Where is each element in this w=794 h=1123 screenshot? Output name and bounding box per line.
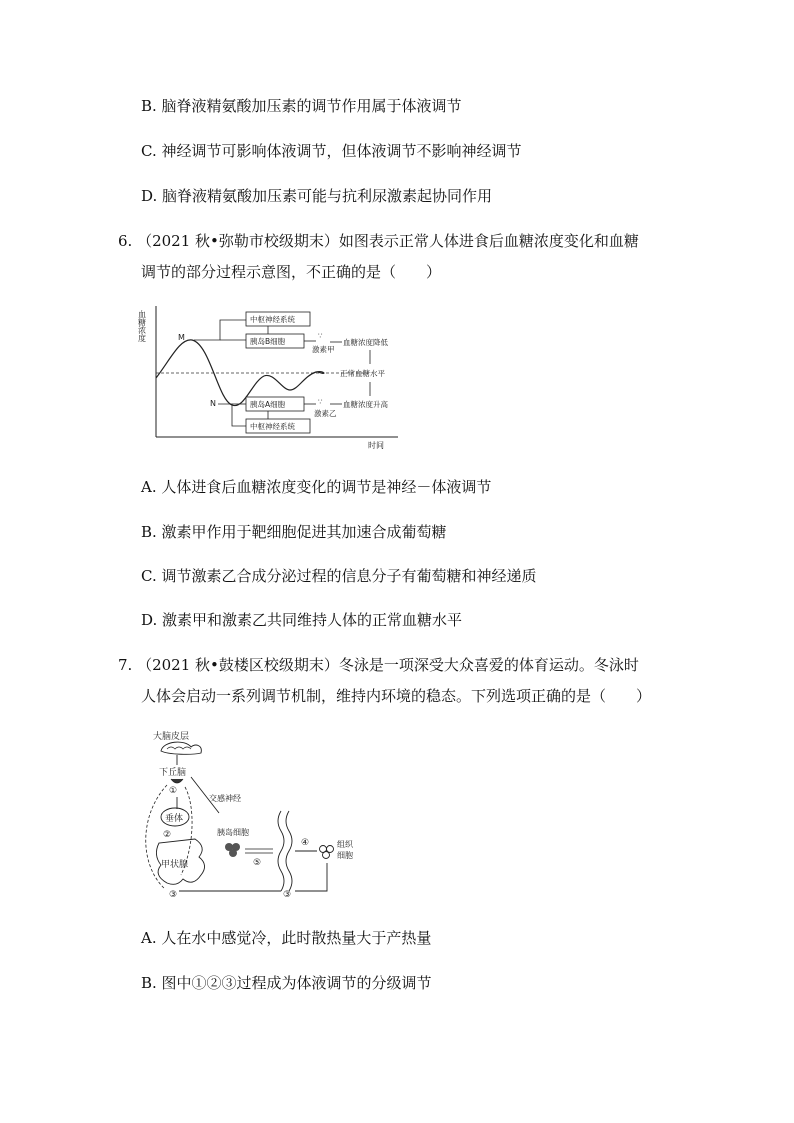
tissue-cell-3 [323, 852, 330, 859]
hormone-a-label: 激素甲 [312, 345, 335, 354]
num-3b: ③ [283, 890, 292, 900]
arrow-to-tissue [295, 863, 327, 891]
q6-option-c: C. 调节激素乙合成分泌过程的信息分子有葡萄糖和神经递质 [141, 567, 537, 585]
q6-stem-line1: 6. （2021 秋•弥勒市校级期末）如图表示正常人体进食后血糖浓度变化和血糖 [118, 232, 639, 250]
q5-option-b: B. 脑脊液精氨酸加压素的调节作用属于体液调节 [141, 97, 462, 115]
num-2: ② [163, 830, 172, 840]
lower-bracket [218, 404, 246, 426]
q7-stem-line1: 7. （2021 秋•鼓楼区校级期末）冬泳是一项深受大众喜爱的体育运动。冬泳时 [118, 656, 639, 674]
brain-icon [161, 742, 201, 754]
point-m: M [178, 333, 185, 342]
q7-option-a: A. 人在水中感觉冷，此时散热量大于产热量 [141, 929, 432, 947]
num-1: ① [169, 786, 178, 796]
q6-blood-glucose-diagram [137, 300, 420, 450]
hypothalamus-label: 下丘脑 [159, 768, 187, 778]
thyroid-label: 甲状腺 [161, 860, 189, 870]
dots-icon-b: ∵ [318, 398, 323, 406]
dots-icon-a: ∵ [318, 332, 323, 340]
brain-folds [167, 747, 191, 749]
upper-bracket [194, 320, 246, 340]
box-cns-bottom-label: 中枢神经系统 [250, 422, 295, 431]
q6-option-d: D. 激素甲和激素乙共同维持人体的正常血糖水平 [141, 611, 463, 629]
point-n: N [210, 399, 216, 408]
q5-option-d: D. 脑脊液精氨酸加压素可能与抗利尿激素起协同作用 [141, 187, 493, 205]
islet-label: 胰岛细胞 [217, 828, 249, 837]
normal-label: 正常血糖水平 [340, 369, 385, 378]
cortex-label: 大脑皮层 [153, 732, 190, 742]
num-5: ⑤ [253, 858, 262, 868]
result-low-label: 血糖浓度降低 [343, 338, 388, 347]
num-4: ④ [301, 838, 310, 848]
q7-option-b: B. 图中①②③过程成为体液调节的分级调节 [141, 974, 432, 992]
box-beta-label: 胰岛B细胞 [250, 337, 286, 346]
y-axis-label: 血糖浓度 [137, 310, 147, 342]
vessel-wall-left [278, 811, 284, 891]
q5-option-c: C. 神经调节可影响体液调节，但体液调节不影响神经调节 [141, 142, 522, 160]
num-3a: ③ [169, 890, 178, 900]
q7-cold-regulation-diagram [145, 725, 355, 905]
islet-cell-3 [229, 849, 237, 857]
vessel-wall-right [286, 811, 292, 891]
hormone-b-label: 激素乙 [314, 409, 337, 418]
tissue-label-1: 组织 [337, 840, 353, 849]
box-alpha-label: 胰岛A细胞 [250, 400, 286, 409]
x-axis-label: 时间 [368, 441, 384, 450]
result-high-label: 血糖浓度升高 [343, 400, 388, 409]
hypothalamus-shape [171, 779, 183, 783]
q6-stem-line2: 调节的部分过程示意图，不正确的是（ ） [141, 263, 442, 281]
pituitary-label: 垂体 [165, 814, 184, 824]
tissue-label-2: 细胞 [337, 851, 353, 860]
box-cns-top-label: 中枢神经系统 [250, 315, 295, 324]
q6-option-b: B. 激素甲作用于靶细胞促进其加速合成葡萄糖 [141, 523, 447, 541]
q7-stem-line2: 人体会启动一系列调节机制，维持内环境的稳态。下列选项正确的是（ ） [141, 687, 652, 705]
q6-option-a: A. 人体进食后血糖浓度变化的调节是神经－体液调节 [141, 478, 492, 496]
sympathetic-label: 交感神经 [209, 794, 241, 803]
